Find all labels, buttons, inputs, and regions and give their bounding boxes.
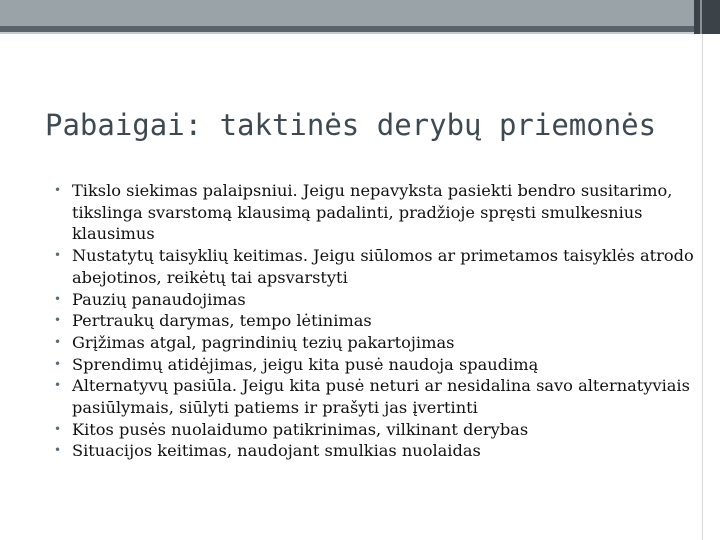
bullet-text: Alternatyvų pasiūla. Jeigu kita pusė neturi ar nesidalina savo alternatyviais pasiūlymais, siūlyti patiems ir prašyti jas įvertinti (72, 376, 690, 418)
bullet-icon: • (54, 313, 62, 328)
slide-title: Pabaigai: taktinės derybų priemonės (45, 108, 657, 142)
bullet-icon: • (54, 421, 62, 436)
bullet-icon: • (54, 248, 62, 263)
bullet-item (54, 245, 694, 288)
bullet-item (54, 332, 694, 354)
bullet-icon: • (54, 183, 62, 197)
right-edge-rule (702, 34, 703, 540)
bullet-text: Sprendimų atidėjimas, jeigu kita pusė naudoja spaudimą (72, 354, 539, 374)
bullet-icon: • (54, 356, 62, 371)
bullet-text: Nustatytų taisyklių keitimas. Jeigu siūlomos ar primetamos taisyklės atrodo abejotinos, reikėtų tai apsvarstyti (72, 246, 694, 287)
bullet-icon: • (54, 443, 62, 458)
bullet-item (54, 354, 694, 376)
bullet-list (54, 180, 694, 462)
corner-divider (700, 0, 702, 34)
bullet-item (54, 440, 694, 462)
bullet-text: Situacijos keitimas, naudojant smulkias nuolaidas (72, 441, 481, 461)
corner-block (694, 0, 720, 34)
bullet-text: Grįžimas atgal, pagrindinių tezių pakartojimas (72, 332, 455, 352)
bullet-text: Tikslo siekimas palaipsniui. Jeigu nepavyksta pasiekti bendro susitarimo, tikslinga svarstomą klausimą padalinti, pradžioje spręsti smulkesnius klausimus (72, 181, 673, 244)
bullet-icon: • (54, 378, 62, 393)
bullet-item (54, 310, 694, 332)
bullet-text: Pauzių panaudojimas (72, 289, 246, 309)
bullet-item (54, 375, 694, 418)
bullet-icon: • (54, 334, 62, 349)
bullet-item (54, 180, 694, 245)
bullet-text: Kitos pusės nuolaidumo patikrinimas, vilkinant derybas (72, 419, 529, 439)
bullet-text: Pertraukų darymas, tempo lėtinimas (72, 311, 372, 331)
bullet-item (54, 419, 694, 441)
header-band-highlight (0, 32, 720, 34)
bullet-icon: • (54, 291, 62, 306)
header-band (0, 0, 720, 26)
bullet-item (54, 289, 694, 311)
